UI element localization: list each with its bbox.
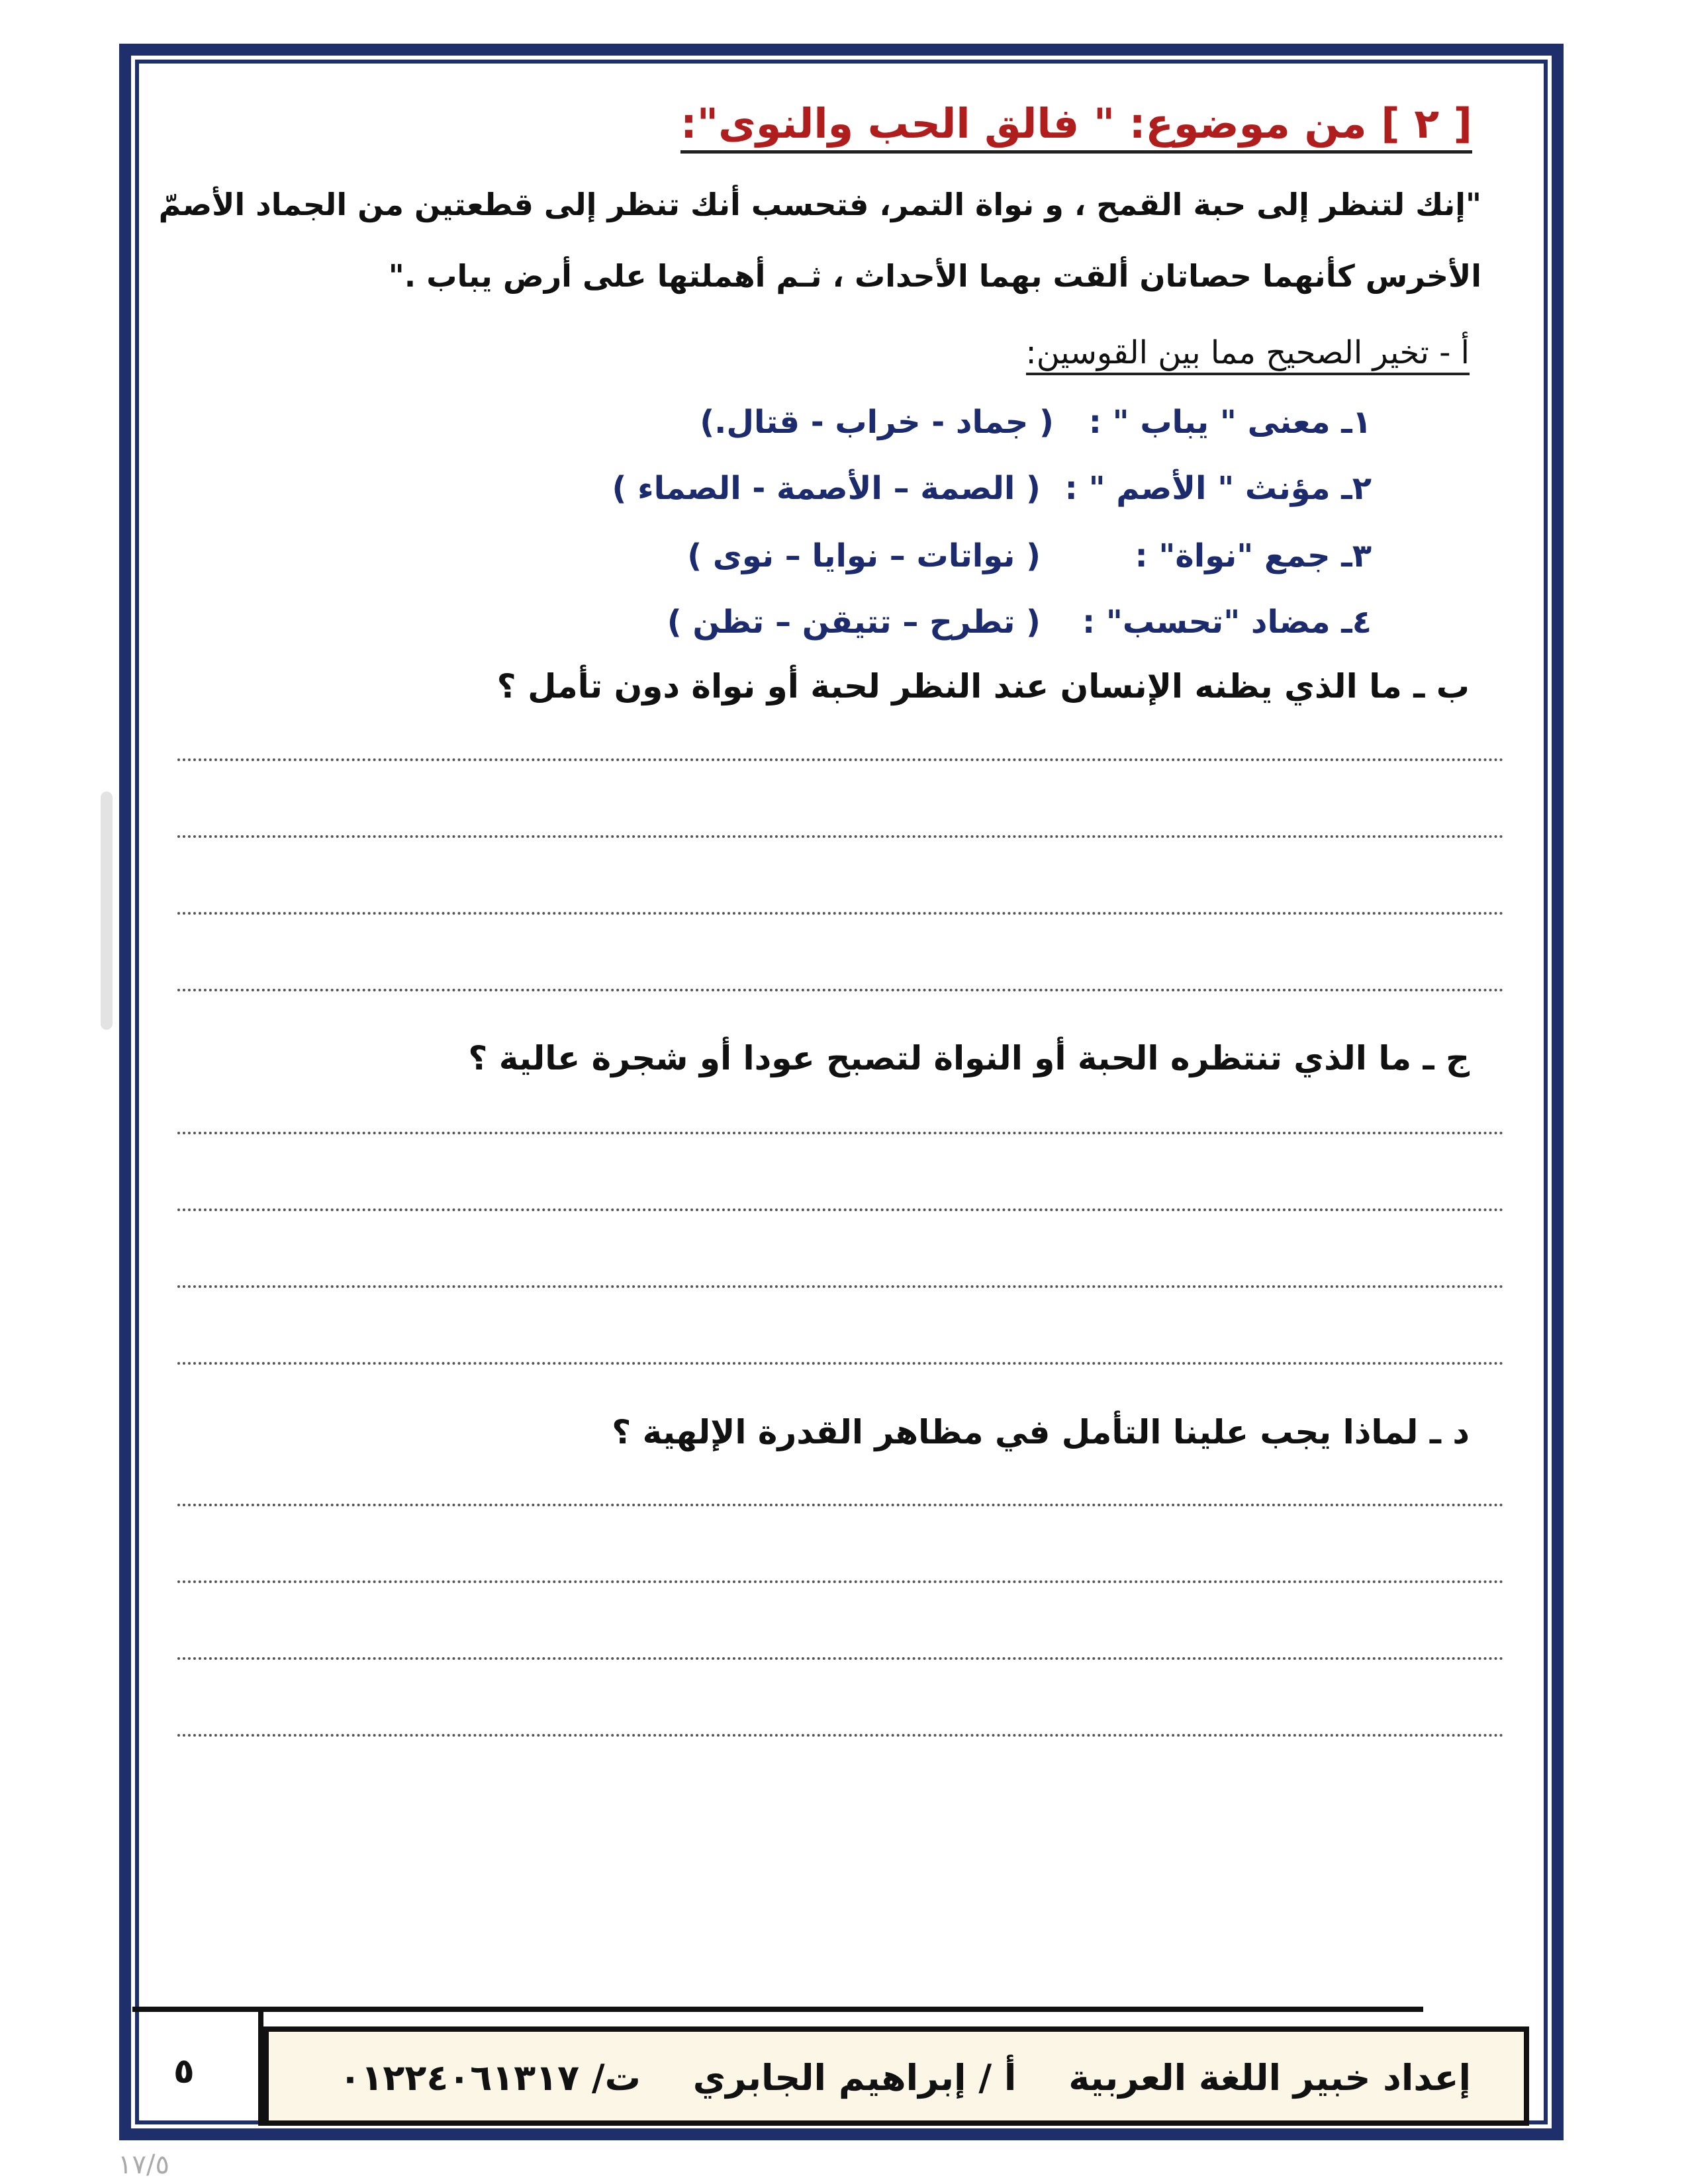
title-number: ٢ xyxy=(1414,99,1440,148)
answer-line[interactable] xyxy=(177,1734,1504,1737)
footer-rule xyxy=(132,2007,1423,2012)
title-topic: " فالق الحب والنوى": xyxy=(680,99,1115,148)
passage-line-1: "إنك لتنظر إلى حبة القمح ، و نواة التمر، فتحسب أنك تنظر إلى قطعتين من الجماد الأصمّ xyxy=(158,187,1481,222)
answer-line[interactable] xyxy=(177,912,1504,915)
choice-prompt: ٣ـ جمع "نواة" : xyxy=(1135,537,1372,574)
section-a-heading: أ - تخير الصحيح مما بين القوسين: xyxy=(1026,334,1470,375)
answer-line[interactable] xyxy=(177,758,1504,761)
footer-divider xyxy=(258,2007,263,2126)
choice-item-1 xyxy=(700,404,1372,441)
answer-line[interactable] xyxy=(177,1362,1504,1365)
footer-credits xyxy=(263,2026,1529,2126)
choice-options[interactable]: ( الصمة – الأصمة - الصماء ) xyxy=(612,470,1041,507)
question-c: ج ـ ما الذي تنتظره الحبة أو النواة لتصبح عودا أو شجرة عالية ؟ xyxy=(468,1039,1470,1077)
answer-line[interactable] xyxy=(177,1504,1504,1506)
choice-options[interactable]: ( جماد - خراب - قتال.) xyxy=(700,404,1054,441)
choice-options[interactable]: ( تطرح – تتيقن – تظن ) xyxy=(667,604,1041,641)
page-number: ٥ xyxy=(173,2052,195,2091)
title-bracket-open: [ xyxy=(1453,99,1472,148)
passage-line-2: الأخرس كأنهما حصاتان ألقت بهما الأحداث ، ثـم أهملتها على أرض يباب ." xyxy=(388,258,1481,294)
title-bracket-close: ] xyxy=(1381,99,1400,148)
lesson-title xyxy=(680,99,1472,154)
answer-line[interactable] xyxy=(177,989,1504,991)
question-d: د ـ لماذا يجب علينا التأمل في مظاهر القدرة الإلهية ؟ xyxy=(612,1413,1470,1451)
question-b: ب ـ ما الذي يظنه الإنسان عند النظر لحبة أو نواة دون تأمل ؟ xyxy=(496,667,1470,705)
answer-line[interactable] xyxy=(177,1285,1504,1288)
answer-line[interactable] xyxy=(177,1208,1504,1211)
footer-teacher: أ / إبراهيم الجابري xyxy=(692,2057,1017,2099)
choice-prompt: ٤ـ مضاد "تحسب" : xyxy=(1082,604,1372,641)
choice-item-2 xyxy=(612,470,1372,507)
choice-item-4 xyxy=(667,604,1372,641)
footer-text xyxy=(300,2057,1471,2099)
choice-prompt: ٢ـ مؤنث " الأصم " : xyxy=(1064,470,1372,507)
title-intro: من موضوع: xyxy=(1129,99,1367,148)
choice-item-3 xyxy=(687,537,1372,574)
answer-line[interactable] xyxy=(177,1132,1504,1134)
scroll-indicator[interactable] xyxy=(101,792,113,1030)
answer-line[interactable] xyxy=(177,835,1504,838)
footer-prepared-by: إعداد خبير اللغة العربية xyxy=(1068,2057,1471,2099)
choice-options[interactable]: ( نواتات – نوايا – نوى ) xyxy=(687,537,1041,574)
answer-line[interactable] xyxy=(177,1580,1504,1583)
footer-phone: ت/ ٠١٢٢٤٠٦١٣١٧ xyxy=(339,2057,641,2099)
answer-line[interactable] xyxy=(177,1657,1504,1660)
choice-prompt: ١ـ معنى " يباب " : xyxy=(1088,404,1372,441)
bottom-page-mark: ١٧/٥ xyxy=(118,2150,169,2180)
